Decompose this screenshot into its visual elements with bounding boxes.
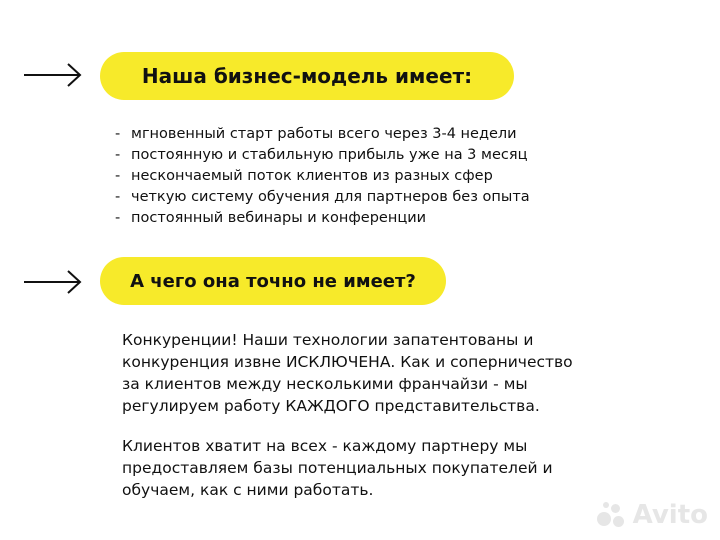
list-item: - четкую систему обучения для партнеров без опыта [115,189,530,205]
section-heading-not-have: А чего она точно не имеет? [100,257,446,305]
list-item: - постоянную и стабильную прибыль уже на 3 месяц [115,147,528,163]
watermark-text: Avito [632,500,708,530]
list-item: - мгновенный старт работы всего через 3-4 недели [115,126,517,142]
paragraph-competition: Конкуренции! Наши технологии запатентованы и конкуренция извне ИСКЛЮЧЕНА. Как и соперничество за клиентов между несколькими франчайзи - мы регулируем работу КАЖДОГО представительства. [122,331,573,415]
feature-list [115,124,530,229]
paragraph-clients: Клиентов хватит на всех - каждому партнеру мы предоставляем базы потенциальных покупателей и обучаем, как с ними работать. [122,437,553,499]
arrow-right-icon [23,63,83,87]
avito-watermark [597,500,708,530]
avito-logo-icon [597,502,627,528]
list-item: - нескончаемый поток клиентов из разных сфер [115,168,493,184]
list-item: - постоянный вебинары и конференции [115,210,427,226]
arrow-right-icon [23,270,83,294]
section-heading-business-model: Наша бизнес-модель имеет: [100,52,514,100]
